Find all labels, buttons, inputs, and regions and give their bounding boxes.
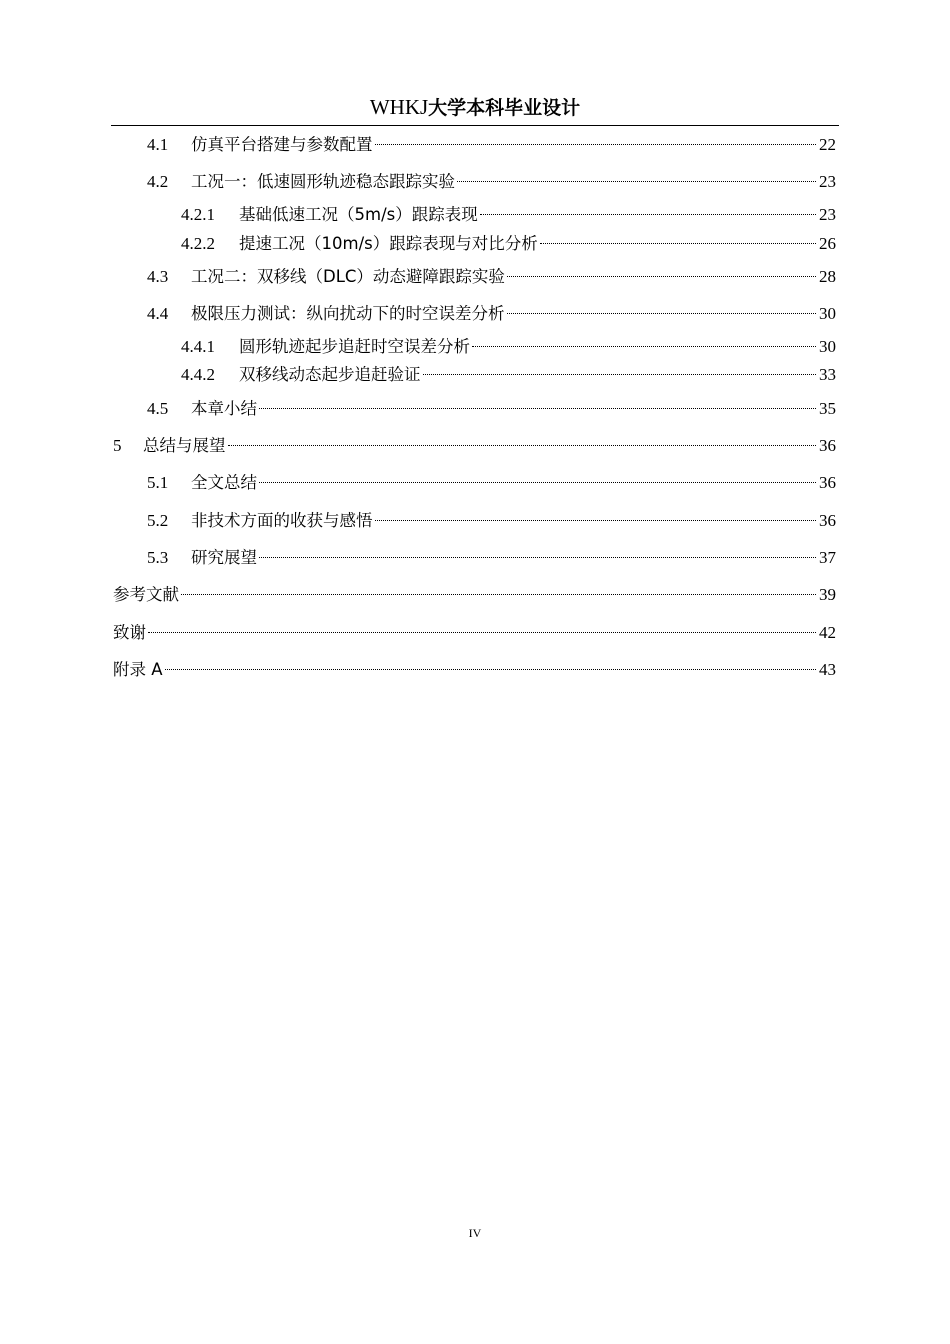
toc-title: 本章小结 bbox=[191, 399, 257, 418]
toc-number: 5.2 bbox=[147, 511, 169, 530]
toc-entry-4-4-2[interactable] bbox=[181, 362, 836, 388]
toc-title: 研究展望 bbox=[191, 548, 257, 567]
toc-leader bbox=[423, 374, 817, 375]
toc-page: 22 bbox=[819, 135, 836, 154]
toc-leader bbox=[375, 520, 817, 521]
toc-entry-4-2-2[interactable] bbox=[181, 231, 836, 257]
toc-title: 致谢 bbox=[113, 623, 146, 642]
toc-page: 30 bbox=[819, 304, 836, 323]
toc-page: 23 bbox=[819, 205, 836, 224]
toc-leader bbox=[181, 594, 816, 595]
toc-entry-4-5[interactable] bbox=[147, 396, 836, 422]
toc-entry-references[interactable] bbox=[113, 582, 836, 608]
toc-number: 4.4.1 bbox=[181, 337, 215, 356]
toc-number: 4.2 bbox=[147, 172, 169, 191]
toc-leader bbox=[148, 632, 816, 633]
toc-title: 圆形轨迹起步追赶时空误差分析 bbox=[239, 337, 470, 356]
page-header bbox=[111, 92, 839, 122]
toc-page: 42 bbox=[819, 623, 836, 642]
header-rule bbox=[111, 125, 839, 126]
toc-page: 43 bbox=[819, 660, 836, 679]
toc-title: 提速工况（10m/s）跟踪表现与对比分析 bbox=[239, 234, 538, 253]
toc-page: 36 bbox=[819, 436, 836, 455]
toc-page: 35 bbox=[819, 399, 836, 418]
toc-number: 5 bbox=[113, 436, 122, 455]
header-latin: WHKJ bbox=[369, 95, 429, 119]
toc-entry-5[interactable] bbox=[113, 433, 836, 459]
toc-number: 4.3 bbox=[147, 267, 169, 286]
toc-title: 工况二：双移线（DLC）动态避障跟踪实验 bbox=[191, 267, 505, 286]
toc-leader bbox=[507, 276, 816, 277]
toc-page: 33 bbox=[819, 365, 836, 384]
toc-leader bbox=[472, 346, 816, 347]
toc-entry-4-2-1[interactable] bbox=[181, 202, 836, 228]
toc-title: 非技术方面的收获与感悟 bbox=[191, 511, 373, 530]
toc-leader bbox=[259, 408, 816, 409]
toc-title: 工况一：低速圆形轨迹稳态跟踪实验 bbox=[191, 172, 455, 191]
toc-leader bbox=[507, 313, 817, 314]
toc-entry-4-3[interactable] bbox=[147, 264, 836, 290]
toc-title: 总结与展望 bbox=[143, 436, 226, 455]
toc-leader bbox=[480, 214, 816, 215]
toc-entry-appendix-a[interactable] bbox=[113, 657, 836, 683]
toc-title: 双移线动态起步追赶验证 bbox=[239, 365, 421, 384]
toc-number: 4.2.1 bbox=[181, 205, 215, 224]
toc-leader bbox=[228, 445, 817, 446]
toc-leader bbox=[259, 557, 816, 558]
toc-entry-4-4-1[interactable] bbox=[181, 334, 836, 360]
toc-title: 基础低速工况（5m/s）跟踪表现 bbox=[239, 205, 478, 224]
toc-leader bbox=[457, 181, 816, 182]
toc-leader bbox=[259, 482, 816, 483]
toc-page: 28 bbox=[819, 267, 836, 286]
toc-entry-5-3[interactable] bbox=[147, 545, 836, 571]
toc-entry-acknowledgements[interactable] bbox=[113, 620, 836, 646]
toc-page: 37 bbox=[819, 548, 836, 567]
toc-page: 30 bbox=[819, 337, 836, 356]
toc-entry-4-1[interactable] bbox=[147, 132, 836, 158]
toc-page: 36 bbox=[819, 473, 836, 492]
toc-page: 39 bbox=[819, 585, 836, 604]
toc-leader bbox=[375, 144, 817, 145]
toc-number: 4.5 bbox=[147, 399, 169, 418]
toc-number: 5.1 bbox=[147, 473, 169, 492]
toc-page: 26 bbox=[819, 234, 836, 253]
toc-entry-5-1[interactable] bbox=[147, 470, 836, 496]
page-number: IV bbox=[468, 1226, 482, 1240]
toc-title: 附录 A bbox=[113, 660, 163, 679]
toc-title: 极限压力测试：纵向扰动下的时空误差分析 bbox=[191, 304, 505, 323]
toc-title: 参考文献 bbox=[113, 585, 179, 604]
toc-leader bbox=[540, 243, 816, 244]
toc-entry-4-4[interactable] bbox=[147, 301, 836, 327]
toc-page: 36 bbox=[819, 511, 836, 530]
toc-title: 仿真平台搭建与参数配置 bbox=[191, 135, 373, 154]
toc-number: 4.1 bbox=[147, 135, 169, 154]
toc-number: 4.4.2 bbox=[181, 365, 215, 384]
toc-page: 23 bbox=[819, 172, 836, 191]
toc-number: 4.4 bbox=[147, 304, 169, 323]
toc-number: 5.3 bbox=[147, 548, 169, 567]
toc-title: 全文总结 bbox=[191, 473, 257, 492]
toc-number: 4.2.2 bbox=[181, 234, 215, 253]
header-title: 大学本科毕业设计 bbox=[428, 97, 581, 119]
toc-entry-5-2[interactable] bbox=[147, 508, 836, 534]
toc-entry-4-2[interactable] bbox=[147, 169, 836, 195]
toc-leader bbox=[165, 669, 816, 670]
